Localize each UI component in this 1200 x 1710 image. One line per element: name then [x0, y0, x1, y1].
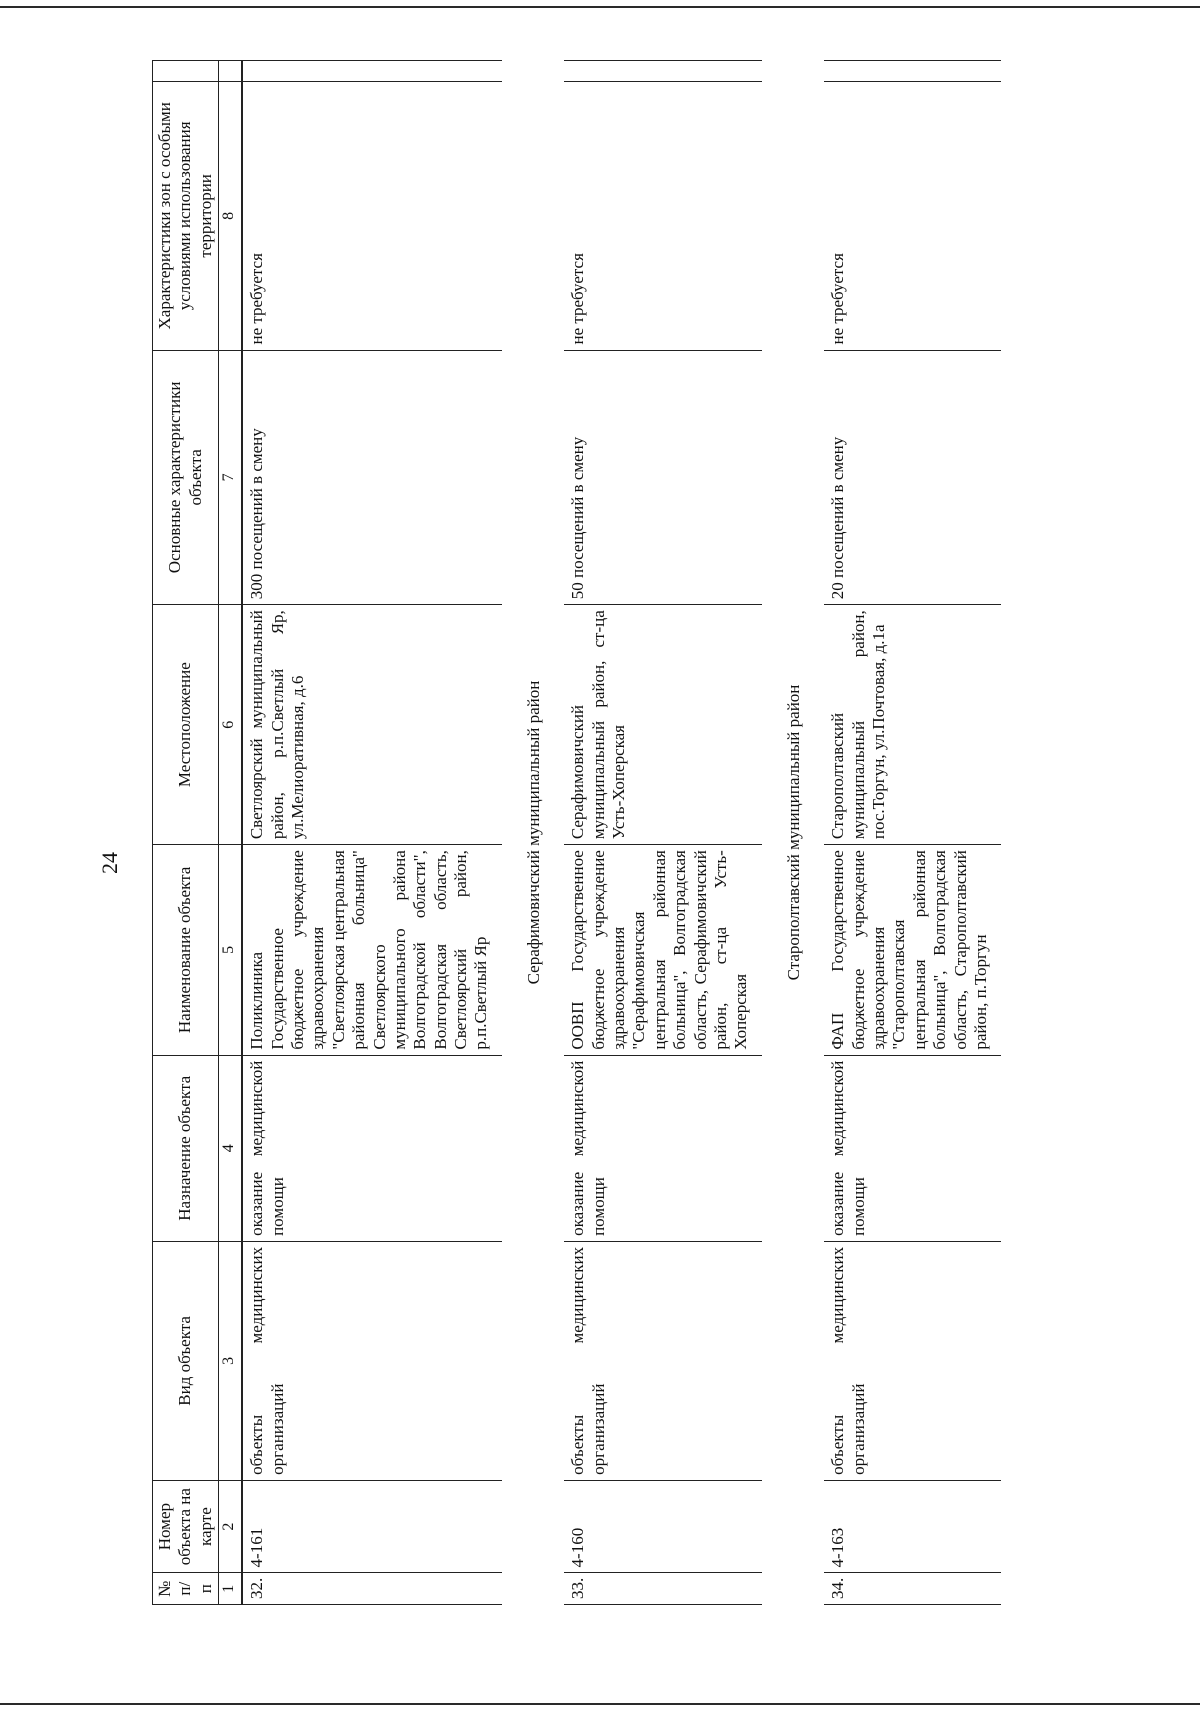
section-heading: Старополтавский муниципальный район — [783, 684, 803, 981]
cell-name: ФАП Государственное бюджетное учреждение здравоохранения "Старополтавская центральная районная больница", Волгоградская область, Старополтавский район, п.Торгун — [824, 845, 1001, 1055]
cell-location: Серафимовичский муниципальный район, ст-ца Усть-Хоперская — [564, 605, 762, 845]
column-number: 1 — [219, 1573, 243, 1605]
cell-purpose: оказание медицинской помощи — [824, 1055, 1001, 1241]
cell-characteristics: 50 посещений в смену — [564, 350, 762, 605]
table-row — [824, 61, 1001, 1605]
column-number: 3 — [219, 1241, 243, 1480]
column-number: 6 — [219, 605, 243, 845]
column-number: 4 — [219, 1055, 243, 1241]
header-characteristics: Основные характеристики объекта — [153, 350, 219, 605]
header-map-id: Номер объекта на карте — [153, 1480, 219, 1573]
header-extra — [153, 61, 219, 82]
page-number: 24 — [97, 852, 122, 874]
cell-purpose: оказание медицинской помощи — [564, 1055, 762, 1241]
header-num: № п/п — [153, 1573, 219, 1605]
cell-purpose: оказание медицинской помощи — [242, 1055, 502, 1241]
column-number: 7 — [219, 350, 243, 605]
column-number: 2 — [219, 1480, 243, 1573]
cell-map-id: 4-160 — [564, 1480, 762, 1573]
cell-characteristics: 300 посещений в смену — [242, 350, 502, 605]
cell-num: 34. — [824, 1573, 1001, 1605]
cell-extra — [824, 61, 1001, 82]
cell-map-id: 4-163 — [824, 1480, 1001, 1573]
cell-location: Светлоярский муниципальный район, р.п.Светлый Яр, ул.Мелиоративная, д.6 — [242, 605, 502, 845]
section-heading-row — [502, 61, 564, 1605]
scan-edge-bottom — [0, 1703, 1200, 1705]
cell-extra — [564, 61, 762, 82]
cell-kind: объекты медицинских организаций — [564, 1241, 762, 1480]
header-location: Местоположение — [153, 605, 219, 845]
cell-kind: объекты медицинских организаций — [242, 1241, 502, 1480]
cell-zones: не требуется — [564, 82, 762, 350]
column-number-row — [219, 61, 243, 1605]
section-heading: Серафимовичский муниципальный район — [523, 680, 543, 985]
rotated-table-container — [152, 60, 1182, 1605]
cell-zones: не требуется — [242, 82, 502, 350]
cell-num: 32. — [242, 1573, 502, 1605]
cell-location: Старополтавский муниципальный район, пос.Торгун, ул.Почтовая, д.1а — [824, 605, 1001, 845]
cell-num: 33. — [564, 1573, 762, 1605]
column-number-extra — [219, 61, 243, 82]
column-number: 5 — [219, 845, 243, 1055]
cell-kind: объекты медицинских организаций — [824, 1241, 1001, 1480]
objects-table — [152, 60, 1001, 1605]
header-name: Наименование объекта — [153, 845, 219, 1055]
header-kind: Вид объекта — [153, 1241, 219, 1480]
header-purpose: Назначение объекта — [153, 1055, 219, 1241]
table-row — [564, 61, 762, 1605]
scan-edge-top — [0, 6, 1200, 8]
cell-name: ООВП Государственное бюджетное учреждение здравоохранения "Серафимовичская центральная районная больница", Волгоградская область, Серафимовичский район, ст-ца Усть-Хоперская — [564, 845, 762, 1055]
cell-map-id: 4-161 — [242, 1480, 502, 1573]
column-number: 8 — [219, 82, 243, 350]
cell-extra — [242, 61, 502, 82]
section-heading-row — [762, 61, 824, 1605]
table-row — [242, 61, 502, 1605]
cell-zones: не требуется — [824, 82, 1001, 350]
table-header-row — [153, 61, 219, 1605]
cell-characteristics: 20 посещений в смену — [824, 350, 1001, 605]
cell-name: Поликлиника Государственное бюджетное учреждение здравоохранения "Светлоярская центральная районная больница" Светлоярского муниципального района Волгоградской области", Волгоградская область, Светлоярский район, р.п.Светлый Яр — [242, 845, 502, 1055]
header-zones: Характеристики зон с особыми условиями использования территории — [153, 82, 219, 350]
